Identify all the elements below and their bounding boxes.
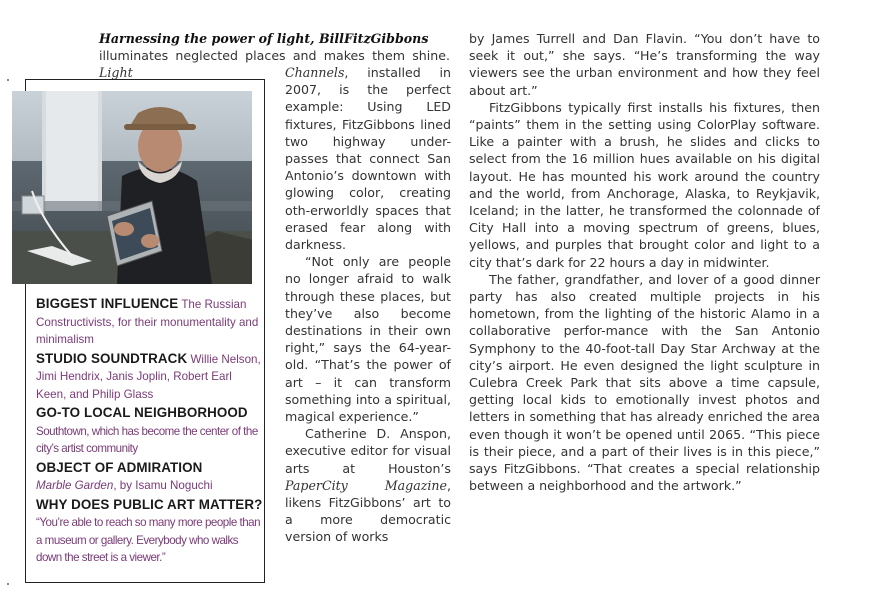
article-paragraph: Channels, installed in 2007, is the perfect example: Using LED fixtures, FitzGibbons lined two highway under-passes that connect San Antonio’s downtown with glowing color, creating oth-erworldly spaces that erased fear along with darkness. xyxy=(285,65,451,253)
sidebar-heading: WHY DOES PUBLIC ART MATTER? xyxy=(36,496,263,512)
photo-illustration xyxy=(12,91,252,284)
lead-title-part1: Light xyxy=(99,65,133,81)
article-column-middle xyxy=(285,64,451,546)
sidebar-list xyxy=(36,295,264,568)
sidebar-item-local-neighborhood xyxy=(36,404,264,458)
article-paragraph: “Not only are people no longer afraid to walk through these places, but they’ve also become destinations in their own right,” says the 64-year-old. “That’s the power of art – it can transform something into a spiritual, magical experience.” xyxy=(285,254,451,425)
sidebar-heading: GO-TO LOCAL NEIGHBORHOOD xyxy=(36,405,248,420)
title-part2: Channels xyxy=(285,65,345,80)
lead-bold-intro: Harnessing the power of light, BillFitzGibbons xyxy=(99,31,429,46)
magazine-title: PaperCity Magazine xyxy=(285,477,447,493)
sidebar-text: , by Isamu Noguchi xyxy=(113,479,213,492)
sidebar-item-studio-soundtrack xyxy=(36,350,264,404)
artist-photo xyxy=(12,91,252,284)
sidebar-heading: BIGGEST INFLUENCE xyxy=(36,296,179,311)
sidebar-text: Southtown, which has become the center of the city’s artist community xyxy=(36,424,258,455)
sidebar-heading: STUDIO SOUNDTRACK xyxy=(36,350,188,366)
article-paragraph: by James Turrell and Dan Flavin. “You don’t have to seek it out,” she says. “He’s transforming the way viewers see the urban environment and how they feel about art.” xyxy=(469,31,820,98)
sidebar-text: The Russian Constructivists, for their monumentality and minimalism xyxy=(36,298,259,346)
sidebar-item-public-art xyxy=(36,496,264,567)
crop-mark xyxy=(7,583,9,585)
sidebar-heading: OBJECT OF ADMIRATION xyxy=(36,459,203,475)
sidebar-text: Willie Nelson, Jimi Hendrix, Janis Joplin, Robert Earl Keen, and Philip Glass xyxy=(36,352,261,401)
sidebar-text: “You’re able to reach so many more people than a museum or gallery. Everybody who walks down the street is a viewer.” xyxy=(36,516,261,564)
article-paragraph: The father, grandfather, and lover of a good dinner party has also created multiple projects in his hometown, from the lighting of the historic Alamo in a collaborative perfor-mance with the San Antonio Symphony to the 40-foot-tall Day Star Archway at the city’s airport. He even designed the light sculpture in Culebra Creek Park that sits above a time capsule, getting local kids to emotionally invest photos and letters in something that has already enriched the area even though it won’t be opened until 2065. “This piece is their piece, and a part of their lives is in this piece,” says FitzGibbons. “That creates a special relationship between a neighborhood and the artwork.” xyxy=(469,271,820,494)
crop-mark xyxy=(7,79,9,81)
sidebar-text-italic: Marble Garden xyxy=(36,479,114,492)
lead-line: illuminates neglected places and makes them shine. xyxy=(99,48,450,64)
sidebar-item-object-of-admiration xyxy=(36,459,264,495)
article-column-right xyxy=(469,30,820,494)
sidebar-item-biggest-influence xyxy=(36,295,264,349)
article-paragraph: Catherine D. Anspon, executive editor for visual arts at Houston’s PaperCity Magazine, likens FitzGibbons’ art to a more democratic version of works xyxy=(285,426,451,545)
article-paragraph: FitzGibbons typically first installs his fixtures, then “paints” them in the setting using ColorPlay software. Like a painter with a brush, he slides and clicks to select from the 16 million hues available on his digital layout. He has mounted his work around the country and the world, from Anchorage, Alaska, to Reykjavik, Iceland; in the latter, he transformed the colonnade of City Hall into a moving spectrum of greens, blues, yellows, and purples that brought color and light to a city that’s dark for 22 hours a day in midwinter. xyxy=(469,99,820,270)
